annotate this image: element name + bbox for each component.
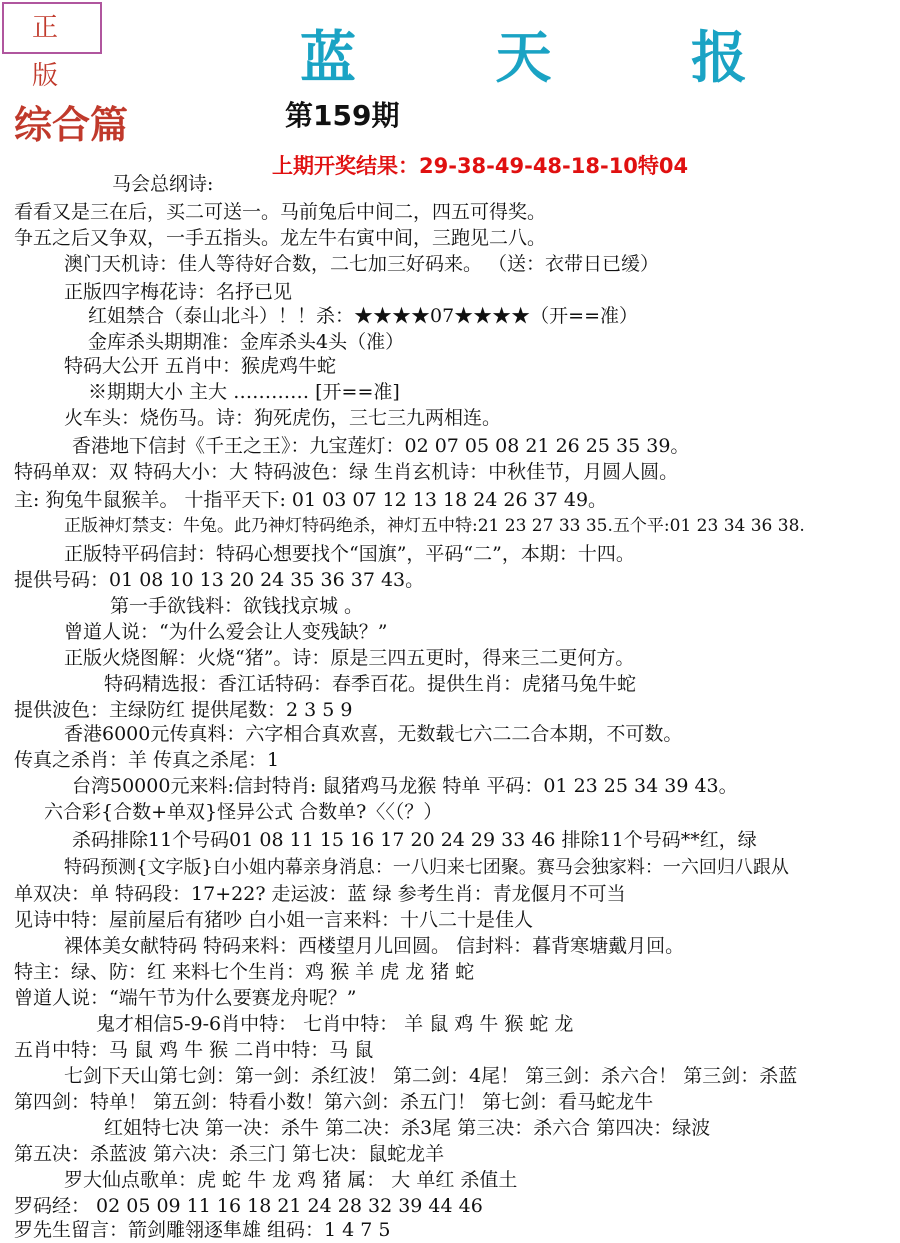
text-line: 特码预测{文字版}白小姐内幕亲身消息：一八归来七团聚。赛马会独家料：一六回归八跟从 — [64, 857, 789, 878]
text-line: 特码单双：双 特码大小：大 特码波色：绿 生肖玄机诗：中秋佳节，月圆人圆。 — [14, 461, 679, 483]
text-line: 正版特平码信封：特码心想要找个“国旗”，平码“二”，本期：十四。 — [64, 543, 635, 565]
text-line: 马会总纲诗: — [112, 173, 214, 195]
text-line: 红姐特七决 第一决：杀牛 第二决：杀3尾 第三决：杀六合 第四决：绿波 — [104, 1117, 711, 1139]
text-line: 特码精选报：香江话特码：春季百花。提供生肖：虎猪马兔牛蛇 — [104, 673, 637, 695]
text-line: 罗大仙点歌单：虎 蛇 牛 龙 鸡 猪 属： 大 单红 杀值土 — [64, 1169, 518, 1191]
text-line: 台湾50000元来料:信封特肖: 鼠猪鸡马龙猴 特单 平码：01 23 25 34 39 43。 — [72, 775, 738, 797]
text-line: 主: 狗兔牛鼠猴羊。 十指平天下: 01 03 07 12 13 18 24 26 37 49。 — [14, 489, 608, 511]
text-line: 见诗中特：屋前屋后有猪吵 白小姐一言来料：十八二十是佳人 — [14, 909, 534, 931]
text-line: 澳门天机诗：佳人等待好合数，二七加三好码来。 （送：衣带日已缓） — [64, 253, 660, 275]
text-line: 正版四字梅花诗：名抒已见 — [64, 281, 293, 303]
issue-number: 第159期 — [285, 99, 400, 132]
text-line: 正版火烧图解：火烧“猪”。诗：原是三四五更时，得来三二更何方。 — [64, 647, 635, 669]
text-line: 六合彩{合数+单双}怪异公式 合数单?〈〈（？） — [44, 801, 443, 823]
text-line: 杀码排除11个号码01 08 11 15 16 17 20 24 29 33 46 排除11个号码**红，绿 — [72, 829, 757, 851]
text-line: 争五之后又争双，一手五指头。龙左牛右寅中间，三跑见二八。 — [14, 227, 547, 249]
text-line: 鬼才相信5-9-6肖中特： 七肖中特： 羊 鼠 鸡 牛 猴 蛇 龙 — [96, 1013, 574, 1035]
text-line: 香港地下信封《千王之王》：九宝莲灯：02 07 05 08 21 26 25 35 39。 — [72, 435, 690, 457]
text-line: 提供号码：01 08 10 13 20 24 35 36 37 43。 — [14, 569, 425, 591]
text-line: 罗先生留言：箭剑雕翎逐隼雄 组码：1 4 7 5 — [14, 1219, 391, 1241]
section-title: 综合篇 — [14, 102, 129, 147]
text-line: 特主：绿、防：红 来料七个生肖：鸡 猴 羊 虎 龙 猪 蛇 — [14, 961, 475, 983]
genuine-badge: 正 版 — [2, 2, 102, 54]
text-line: 曾道人说：“为什么爱会让人变残缺？” — [64, 621, 388, 643]
text-line: 第四剑：特单！ 第五剑：特看小数！第六剑：杀五门！ 第七剑：看马蛇龙牛 — [14, 1091, 654, 1113]
page-title: 蓝 天 报 — [300, 25, 807, 91]
text-line: 单双决：单 特码段：17+22? 走运波：蓝 绿 参考生肖：青龙偃月不可当 — [14, 883, 626, 905]
text-line: 五肖中特：马 鼠 鸡 牛 猴 二肖中特：马 鼠 — [14, 1039, 374, 1061]
text-line: 金库杀头期期准：金库杀头4头（准） — [88, 331, 405, 353]
text-line: 第五决：杀蓝波 第六决：杀三门 第七决：鼠蛇龙羊 — [14, 1143, 445, 1165]
last-result: 上期开奖结果：29-38-49-48-18-10特04 — [272, 154, 689, 178]
text-line: ※期期大小 主大 ………… [开==准] — [88, 381, 400, 403]
text-line: 曾道人说：“端午节为什么要赛龙舟呢？” — [14, 987, 357, 1009]
text-line: 裸体美女献特码 特码来料：西楼望月儿回圆。 信封料：暮背寒塘戴月回。 — [64, 935, 685, 957]
text-line: 传真之杀肖：羊 传真之杀尾：1 — [14, 749, 280, 771]
text-line: 看看又是三在后，买二可送一。马前兔后中间二，四五可得奖。 — [14, 201, 547, 223]
text-line: 第一手欲钱料：欲钱找京城 。 — [110, 595, 364, 617]
text-line: 香港6000元传真料：六字相合真欢喜，无数载七六二二合本期，不可数。 — [64, 723, 683, 745]
text-line: 罗码经： 02 05 09 11 16 18 21 24 28 32 39 44 46 — [14, 1195, 483, 1217]
text-line: 特码大公开 五肖中：猴虎鸡牛蛇 — [64, 355, 337, 377]
text-line: 火车头：烧伤马。诗：狗死虎伤，三七三九两相连。 — [64, 407, 502, 429]
text-line: 提供波色：主绿防红 提供尾数：2 3 5 9 — [14, 699, 353, 721]
text-line: 红姐禁合（泰山北斗）！！杀：★★★★07★★★★（开==准） — [88, 305, 639, 327]
text-line: 正版神灯禁支：牛兔。此乃神灯特码绝杀，神灯五中特:21 23 27 33 35.五个平:01 23 34 36 38. — [64, 516, 805, 536]
text-line: 七剑下天山第七剑：第一剑：杀红波！ 第二剑：4尾！ 第三剑：杀六合！ 第三剑：杀蓝 — [64, 1065, 798, 1087]
